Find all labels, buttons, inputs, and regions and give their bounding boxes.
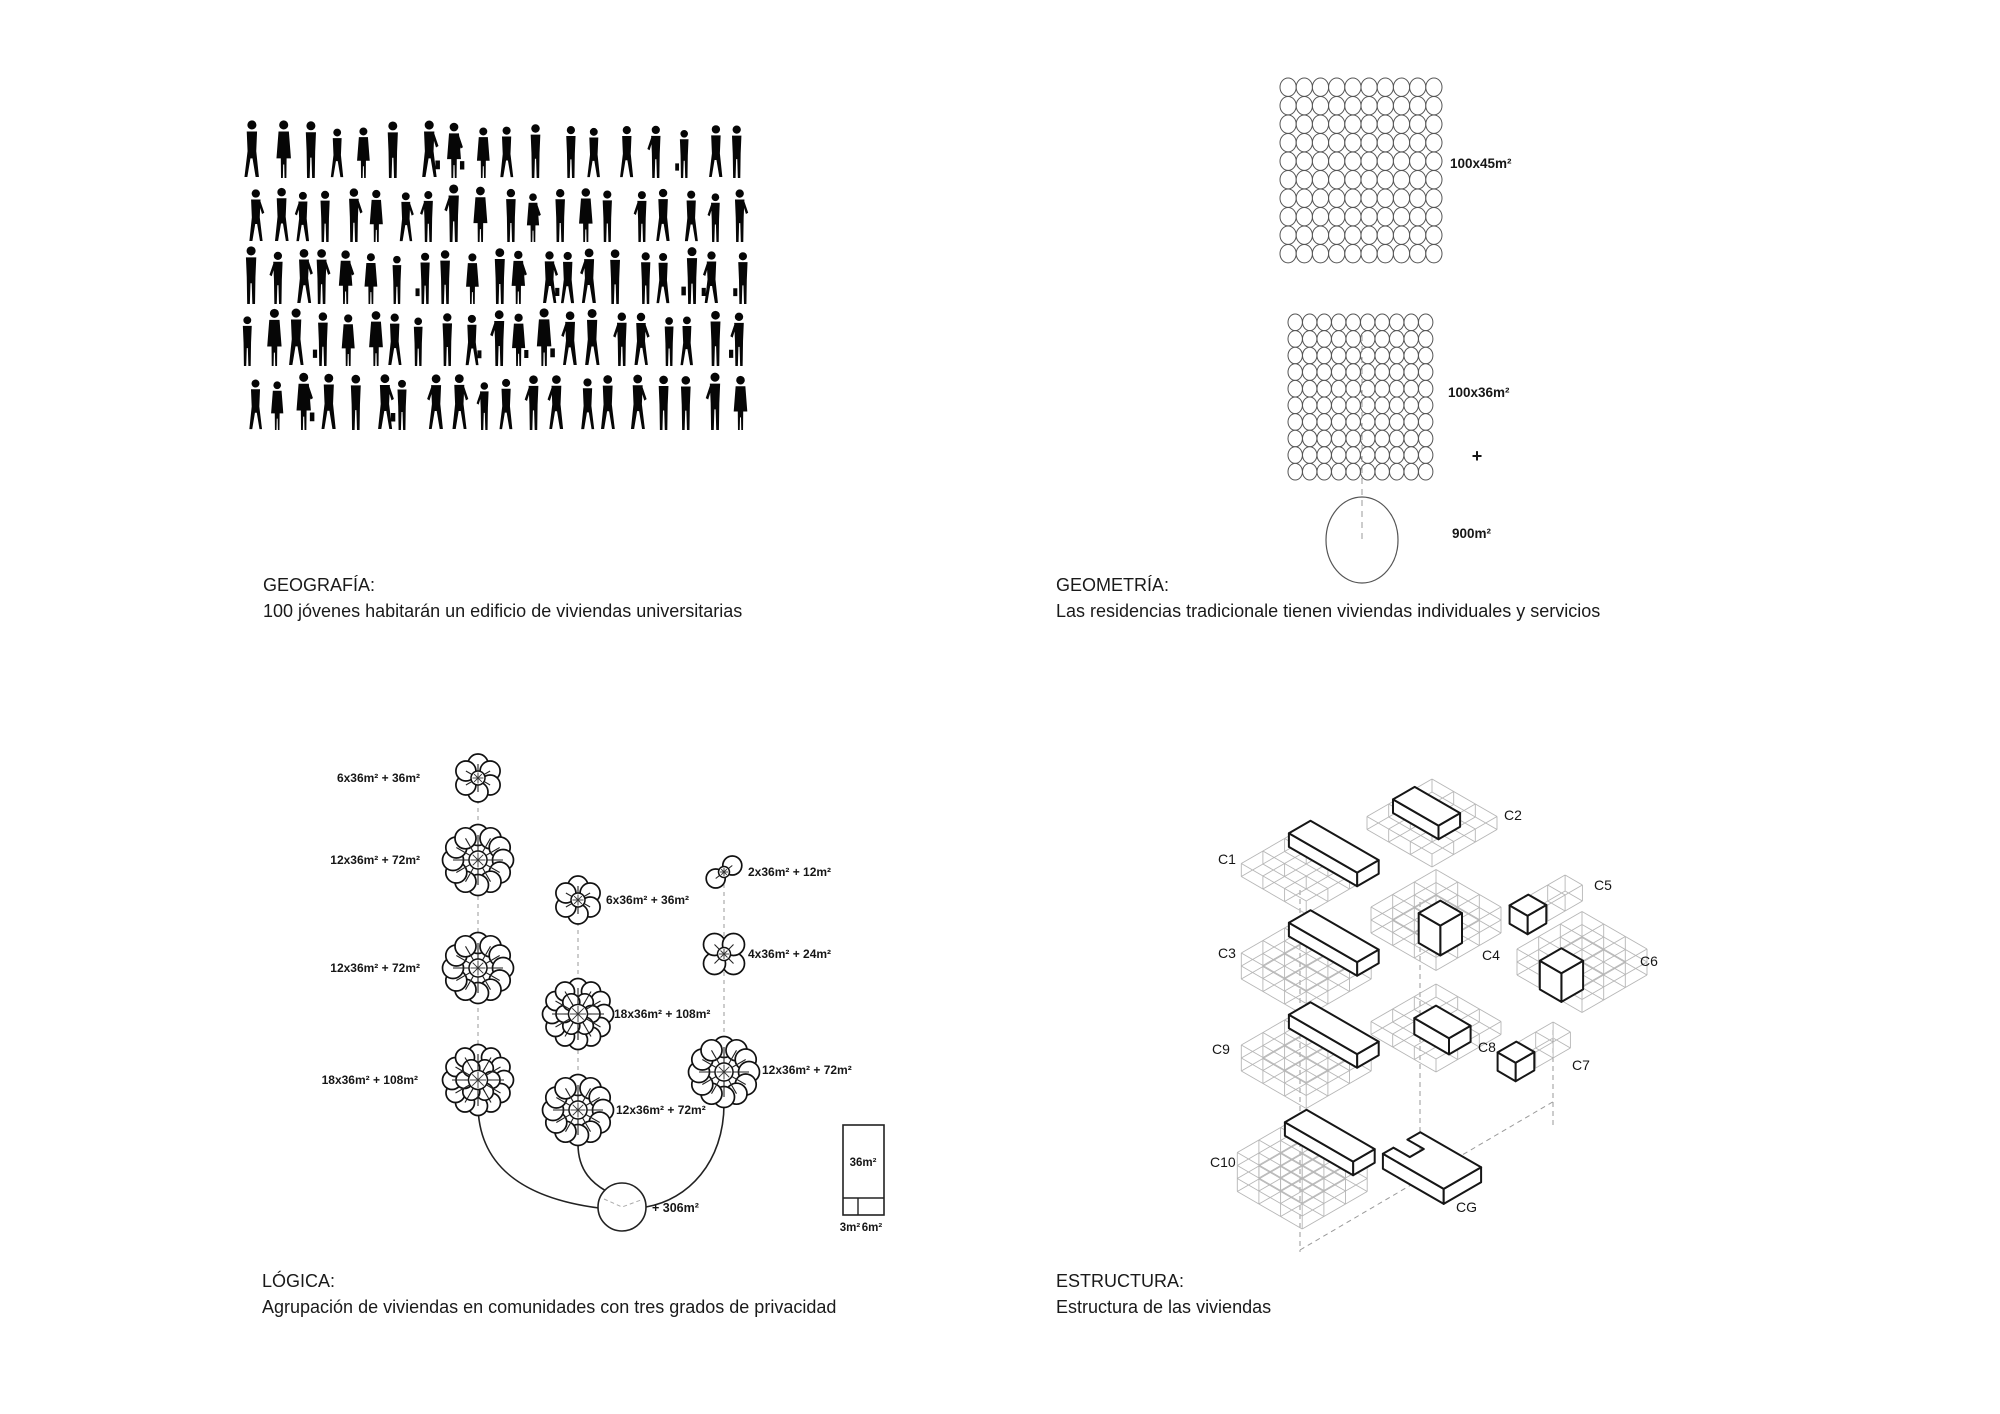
flower-area-label: 12x36m² + 72m² (330, 853, 420, 867)
person-silhouette-icon (512, 314, 528, 366)
community-flower-f10 (689, 1037, 760, 1108)
person-silhouette-icon (631, 375, 647, 429)
person-silhouette-icon (331, 129, 343, 177)
person-silhouette-icon (393, 256, 402, 304)
flower-area-label: 12x36m² + 72m² (330, 961, 420, 975)
person-silhouette-icon (249, 189, 264, 241)
person-silhouette-icon (512, 251, 527, 304)
cluster-label-C10: C10 (1210, 1154, 1236, 1170)
person-silhouette-icon (342, 314, 355, 366)
flower-area-label: 4x36m² + 24m² (748, 947, 832, 961)
person-silhouette-icon (561, 252, 574, 303)
person-silhouette-icon (466, 315, 482, 365)
person-silhouette-icon (681, 247, 697, 304)
person-silhouette-icon (733, 252, 747, 304)
person-silhouette-icon (321, 191, 330, 242)
person-silhouette-icon (295, 192, 309, 241)
person-silhouette-icon (422, 121, 440, 177)
person-silhouette-icon (709, 125, 722, 177)
cluster-label-C5: C5 (1594, 877, 1612, 893)
cluster-label-C3: C3 (1218, 945, 1236, 961)
person-silhouette-icon (585, 309, 599, 365)
section-subtitle-geometria: Las residencias tradicionale tienen viviendas individuales y servicios (1056, 601, 1601, 621)
person-silhouette-icon (548, 375, 564, 429)
cluster-C1 (1241, 821, 1378, 914)
community-flower-f3 (443, 933, 514, 1004)
person-silhouette-icon (561, 311, 576, 365)
person-silhouette-icon (527, 193, 541, 242)
person-silhouette-icon (473, 187, 487, 242)
person-silhouette-icon (555, 189, 565, 242)
section-subtitle-geografia: 100 jóvenes habitarán un edificio de viviendas universitarias (263, 601, 743, 621)
person-silhouette-icon (289, 309, 303, 365)
person-silhouette-icon (537, 308, 555, 366)
person-silhouette-icon (680, 316, 692, 365)
person-silhouette-icon (414, 317, 423, 366)
person-silhouette-icon (525, 375, 539, 430)
section-title-logica: LÓGICA: (262, 1271, 336, 1291)
person-silhouette-icon (711, 311, 721, 366)
person-silhouette-icon (269, 252, 282, 304)
person-silhouette-icon (587, 128, 600, 177)
person-silhouette-icon (440, 250, 450, 304)
person-silhouette-icon (246, 246, 256, 304)
person-silhouette-icon (297, 249, 313, 303)
cluster-C9 (1241, 1002, 1378, 1108)
cluster-C5 (1510, 875, 1583, 934)
person-silhouette-icon (249, 380, 262, 430)
cluster-label-C7: C7 (1572, 1057, 1590, 1073)
person-silhouette-icon (500, 127, 513, 177)
people-crowd (243, 120, 748, 430)
person-silhouette-icon (349, 188, 362, 242)
person-silhouette-icon (477, 127, 490, 178)
person-silhouette-icon (610, 249, 620, 304)
cluster-label-C9: C9 (1212, 1041, 1230, 1057)
legend-main-label: 36m² (849, 1157, 877, 1169)
legend-right-label: 6m² (861, 1222, 883, 1234)
cluster-label-C4: C4 (1482, 947, 1500, 963)
community-flower-f1 (456, 754, 500, 802)
person-silhouette-icon (357, 127, 370, 178)
community-flower-f6 (543, 979, 614, 1050)
person-silhouette-icon (656, 189, 669, 241)
caption-logica (262, 1268, 836, 1320)
person-silhouette-icon (297, 373, 315, 430)
person-silhouette-icon (708, 193, 720, 242)
person-silhouette-icon (339, 250, 354, 304)
grid-area-label: 100x36m² (1448, 385, 1510, 400)
person-silhouette-icon (322, 374, 336, 429)
person-silhouette-icon (267, 309, 281, 366)
person-silhouette-icon (685, 191, 698, 241)
person-silhouette-icon (369, 311, 383, 366)
person-silhouette-icon (566, 126, 575, 178)
flower-area-label: 2x36m² + 12m² (748, 865, 832, 879)
person-silhouette-icon (306, 121, 316, 178)
grid-area-label: 100x45m² (1450, 156, 1512, 171)
cluster-C7 (1498, 1022, 1571, 1081)
flower-area-label: 18x36m² + 108m² (614, 1007, 711, 1021)
person-silhouette-icon (675, 130, 688, 178)
person-silhouette-icon (665, 317, 674, 366)
community-flower-f7 (543, 1075, 614, 1146)
cluster-label-C6: C6 (1640, 953, 1658, 969)
person-silhouette-icon (732, 125, 741, 178)
circle-grid-1 (1280, 78, 1442, 263)
person-silhouette-icon (416, 253, 430, 304)
community-flower-f2 (443, 825, 514, 896)
person-silhouette-icon (706, 373, 720, 430)
person-silhouette-icon (447, 123, 464, 178)
person-silhouette-icon (490, 310, 504, 366)
hub-area-label: + 306m² (652, 1201, 699, 1215)
person-silhouette-icon (477, 382, 489, 430)
cluster-label-C8: C8 (1478, 1039, 1496, 1055)
person-silhouette-icon (276, 120, 290, 178)
cluster-label-CG: CG (1456, 1199, 1477, 1215)
person-silhouette-icon (388, 313, 401, 365)
person-silhouette-icon (659, 376, 669, 430)
person-silhouette-icon (317, 249, 331, 304)
person-silhouette-icon (531, 124, 541, 178)
person-silhouette-icon (243, 316, 252, 366)
person-silhouette-icon (388, 121, 398, 178)
person-silhouette-icon (466, 253, 479, 304)
person-silhouette-icon (635, 313, 650, 365)
section-title-estructura: ESTRUCTURA: (1056, 1271, 1185, 1291)
person-silhouette-icon (444, 184, 458, 242)
logic-diagram (322, 754, 884, 1234)
geometry-diagram (1280, 78, 1512, 583)
flower-area-label: 6x36m² + 36m² (606, 893, 690, 907)
community-flower-f4 (443, 1045, 514, 1116)
person-silhouette-icon (681, 376, 691, 430)
unit-legend (840, 1125, 884, 1234)
person-silhouette-icon (579, 188, 593, 242)
person-silhouette-icon (620, 126, 633, 177)
section-subtitle-logica: Agrupación de viviendas en comunidades con tres grados de privacidad (262, 1297, 837, 1317)
service-circle-label: 900m² (1452, 526, 1492, 541)
person-silhouette-icon (499, 379, 512, 429)
caption-geometria (1056, 572, 1600, 624)
cluster-C8 (1371, 984, 1501, 1072)
cluster-label-C1: C1 (1218, 851, 1236, 867)
person-silhouette-icon (370, 190, 383, 242)
person-silhouette-icon (601, 375, 615, 429)
person-silhouette-icon (657, 253, 670, 303)
section-subtitle-estructura: Estructura de las viviendas (1056, 1297, 1272, 1317)
person-silhouette-icon (400, 192, 414, 241)
person-silhouette-icon (271, 381, 283, 430)
section-title-geografia: GEOGRAFÍA: (263, 575, 376, 595)
community-flower-f5 (556, 876, 600, 924)
person-silhouette-icon (452, 374, 468, 429)
person-silhouette-icon (443, 313, 452, 366)
person-silhouette-icon (735, 189, 748, 242)
person-silhouette-icon (506, 189, 516, 242)
person-silhouette-icon (734, 376, 748, 430)
person-silhouette-icon (495, 248, 505, 304)
caption-geografia (263, 572, 742, 624)
plus-sign: + (1471, 446, 1483, 466)
person-silhouette-icon (647, 126, 660, 178)
person-silhouette-icon (351, 375, 361, 430)
person-silhouette-icon (427, 374, 443, 429)
person-silhouette-icon (244, 120, 258, 177)
cluster-C3 (1241, 910, 1378, 1016)
flower-area-label: 12x36m² + 72m² (616, 1103, 706, 1117)
cluster-C10 (1237, 1110, 1374, 1229)
person-silhouette-icon (420, 191, 433, 242)
person-silhouette-icon (378, 374, 395, 429)
person-silhouette-icon (603, 190, 612, 242)
person-silhouette-icon (613, 313, 626, 366)
structure-diagram (1210, 779, 1658, 1252)
circle-grid-2 (1288, 314, 1433, 480)
cluster-label-C2: C2 (1504, 807, 1522, 823)
person-silhouette-icon (275, 188, 289, 241)
community-flower-f8 (706, 856, 742, 888)
community-flower-f9 (704, 934, 745, 975)
cluster-C2 (1367, 779, 1497, 867)
flower-area-label: 6x36m² + 36m² (336, 771, 420, 785)
person-silhouette-icon (634, 191, 647, 242)
person-silhouette-icon (365, 253, 378, 304)
flower-area-label: 12x36m² + 72m² (762, 1063, 852, 1077)
person-silhouette-icon (580, 248, 596, 303)
person-silhouette-icon (581, 378, 594, 429)
flower-area-label: 18x36m² + 108m² (321, 1073, 418, 1087)
person-silhouette-icon (729, 313, 744, 366)
person-silhouette-icon (313, 312, 328, 366)
person-silhouette-icon (702, 251, 718, 303)
person-silhouette-icon (397, 380, 406, 430)
person-silhouette-icon (641, 252, 650, 304)
section-title-geometria: GEOMETRÍA: (1056, 575, 1170, 595)
legend-left-label: 3m² (839, 1222, 861, 1234)
person-silhouette-icon (543, 251, 559, 303)
caption-estructura (1056, 1268, 1271, 1320)
